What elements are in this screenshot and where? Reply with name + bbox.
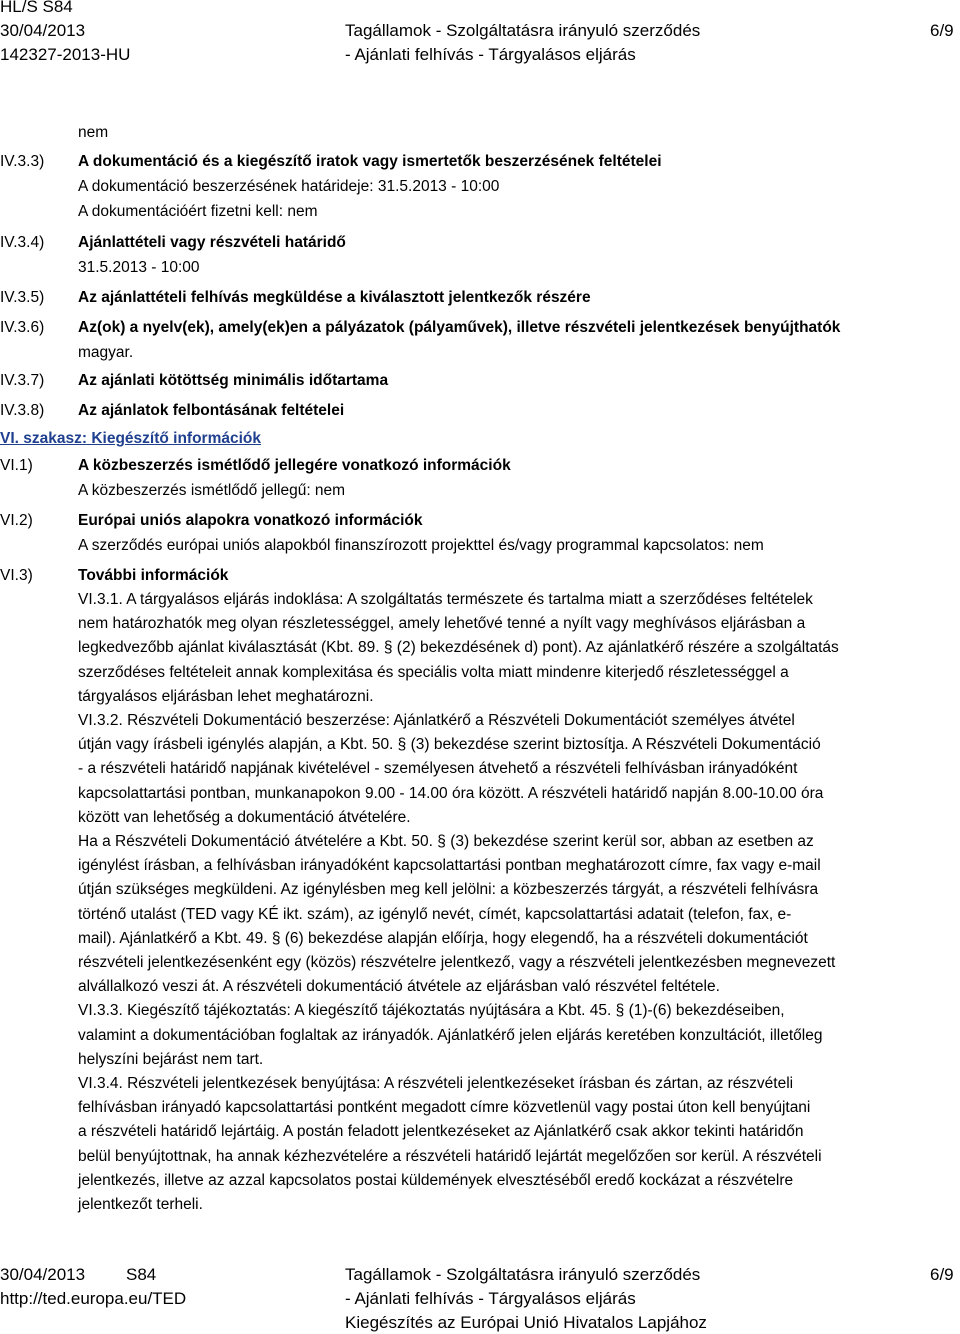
text-line: jelentkezőt terheli. (78, 1196, 203, 1214)
page-header (0, 0, 960, 68)
text-line: útján vagy írásbeli igénylés alapján, a Kbt. 50. § (3) bekezdése szerint biztosítja. A Részvételi Dokumentáció (78, 736, 821, 754)
header-title: Tagállamok - Szolgáltatásra irányuló szerződés (345, 21, 701, 40)
additional-info-text (78, 588, 950, 1217)
section-number: VI.1) (0, 457, 33, 474)
footer-date: 30/04/2013 (0, 1265, 86, 1284)
header-date: 30/04/2013 (0, 21, 86, 40)
text-line: valamint a dokumentációban foglaltak az irányadók. Ajánlatkérő jelen eljárás keretében konzultációt, illetőleg (78, 1026, 823, 1044)
text-line: részvételi jelentkezésenként egy (közös) részvételre jelentkező, vagy a részvételi jelentkezésben megnevezett (78, 954, 836, 972)
text-line: között van lehetőség a dokumentáció átvételére. (78, 808, 411, 826)
section-number: VI.2) (0, 512, 33, 529)
footer-title: Tagállamok - Szolgáltatásra irányuló szerződés (345, 1265, 701, 1284)
section-heading: Az ajánlattételi felhívás megküldése a kiválasztott jelentkezők részére (78, 289, 591, 306)
header-notice-id: 142327-2013-HU (0, 45, 131, 64)
text-line: jelentkezés, illetve az azzal kapcsolatos postai küldemények elvesztéséből eredő kockázat a részvételre (78, 1171, 794, 1189)
text-line: legkedvezőbb ajánlat kiválasztását (Kbt. 89. § (2) bekezdésének d) pont). Az ajánlatkérő részére a szolgáltatás (78, 639, 839, 657)
section-heading: További információk (78, 567, 229, 584)
section-number: IV.3.3) (0, 153, 45, 170)
footer-code: S84 (126, 1265, 157, 1284)
section-text-line: A közbeszerzés ismétlődő jellegű: nem (78, 482, 346, 499)
footer-subtitle: - Ajánlati felhívás - Tárgyalásos eljárás (345, 1289, 636, 1308)
text-line: szerződéses feltételeit annak komplexitása és speciális volta miatt mindenre kiterjedő részletességgel a (78, 663, 789, 681)
section-number: IV.3.8) (0, 402, 45, 419)
footer-link[interactable]: http://ted.europa.eu/TED (0, 1289, 187, 1308)
text-line: felhívásban irányadó kapcsolattartási pontként megadott címre közvetlenül vagy postai úton kell benyújtani (78, 1099, 811, 1117)
section-heading: A közbeszerzés ismétlődő jellegére vonatkozó információk (78, 457, 511, 474)
header-subtitle: - Ajánlati felhívás - Tárgyalásos eljárás (345, 45, 636, 64)
text-line: VI.3.2. Részvételi Dokumentáció beszerzése: Ajánlatkérő a Részvételi Dokumentációt személyes átvétel (78, 712, 795, 730)
text-line: a részvételi határidő lejártáig. A postán feladott jelentkezéseket az Ajánlatkérő csak akkor tekinti határidőn (78, 1123, 804, 1141)
text-line: tárgyalásos eljárásban lehet meghatározni. (78, 687, 374, 705)
section-heading: Az ajánlati kötöttség minimális időtartama (78, 372, 389, 389)
section-text-line: A dokumentációért fizetni kell: nem (78, 203, 318, 220)
header-page-number: 6/9 (930, 21, 954, 40)
text-line: útján szükséges megküldeni. Az igénylésben meg kell jelölni: a közbeszerzés tárgyát, a részvételi felhívásra (78, 881, 819, 899)
section-number: VI.3) (0, 567, 33, 584)
section-text-line: magyar. (78, 344, 134, 361)
section-heading: Az(ok) a nyelv(ek), amely(ek)en a pályázatok (pályaművek), illetve részvételi jelentkezések benyújthatók (78, 319, 841, 336)
text-line: Ha a Részvételi Dokumentáció átvételére a Kbt. 50. § (3) bekezdése szerint kerül sor, abban az esetben az (78, 833, 814, 851)
text-line: VI.3.4. Részvételi jelentkezések benyújtása: A részvételi jelentkezéseket írásban és zártan, az részvételi (78, 1075, 794, 1093)
text-line: kapcsolattartási pontban, munkanapokon 9.00 - 14.00 óra között. A részvételi határidő napján 8.00-10.00 óra (78, 784, 824, 802)
section-text-line: A szerződés európai uniós alapokból finanszírozott projekttel és/vagy programmal kapcsolatos: nem (78, 537, 764, 554)
footer-journal: Kiegészítés az Európai Unió Hivatalos Lapjához (345, 1313, 707, 1332)
text-line: történő utalást (TED vagy KÉ ikt. szám), az igénylő nevét, címét, kapcsolattartási adatait (telefon, fax, e- (78, 905, 792, 923)
header-doc-code: HL/S S84 (0, 0, 73, 16)
section-text-line: A dokumentáció beszerzésének határideje: 31.5.2013 - 10:00 (78, 178, 500, 195)
text-line: alvállalkozó veszi át. A részvételi dokumentáció átvétele az eljárásban való részvétel feltétele. (78, 978, 720, 996)
text-line: igénylést írásban, a felhívásban irányadóként kapcsolattartási pontban meghatározott címre, fax vagy e-mail (78, 857, 821, 875)
text-line: - a részvételi határidő napjának kivételével - személyesen átvehető a részvételi felhívásban irányadóként (78, 760, 798, 778)
footer-page-number: 6/9 (930, 1265, 954, 1284)
section-number: IV.3.7) (0, 372, 45, 389)
text-line: mail). Ajánlatkérő a Kbt. 49. § (6) bekezdése alapján előírja, hogy elegendő, ha a részvételi dokumentációt (78, 929, 808, 947)
section-number: IV.3.6) (0, 319, 45, 336)
section-number: IV.3.5) (0, 289, 45, 306)
section-number: IV.3.4) (0, 234, 45, 251)
section-heading: Az ajánlatok felbontásának feltételei (78, 402, 345, 419)
text-line: VI.3.1. A tárgyalásos eljárás indoklása: A szolgáltatás természete és tartalma miatt a szerződéses feltételek (78, 591, 813, 608)
text-line: belül benyújtottnak, ha annak kézhezvételére a részvételi határidő lejártát megelőzően sor kerül. A részvételi (78, 1147, 822, 1165)
value-nem: nem (78, 124, 109, 141)
section-heading: Ajánlattételi vagy részvételi határidő (78, 234, 346, 251)
page-footer (0, 1262, 960, 1334)
section-heading: Európai uniós alapokra vonatkozó információk (78, 512, 423, 529)
section-heading: A dokumentáció és a kiegészítő iratok vagy ismertetők beszerzésének feltételei (78, 153, 662, 170)
section-text-line: 31.5.2013 - 10:00 (78, 259, 200, 276)
text-line: nem határozhatók meg olyan részletességgel, amely lehetővé tenné a nyílt vagy meghívásos eljárásban a (78, 615, 806, 633)
section-title-vi: VI. szakasz: Kiegészítő információk (0, 430, 262, 447)
text-line: helyszíni bejárást nem tart. (78, 1050, 264, 1068)
text-line: VI.3.3. Kiegészítő tájékoztatás: A kiegészítő tájékoztatás nyújtására a Kbt. 45. § (1)-(6) bekezdéseiben, (78, 1002, 785, 1020)
